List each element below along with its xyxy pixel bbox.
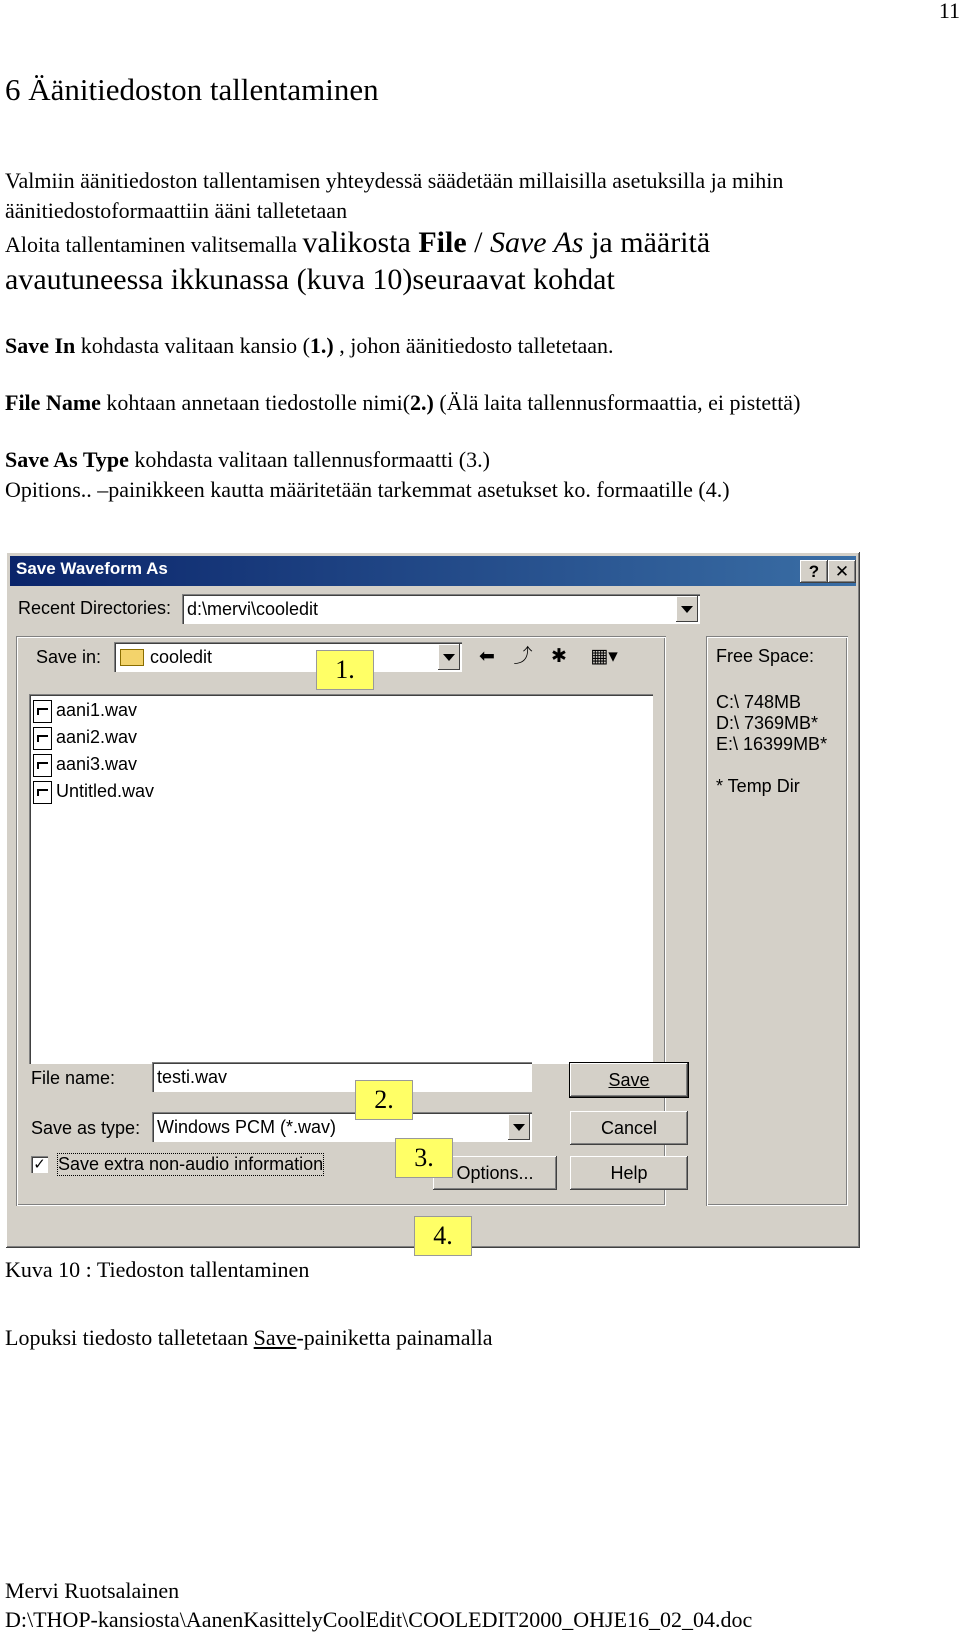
callout-3: 3. (395, 1138, 453, 1178)
page-number: 11 (938, 0, 960, 23)
recent-directories-select[interactable] (182, 594, 700, 624)
save-as-type-label: Save as type: (31, 1118, 141, 1138)
intro-line-3: Aloita tallentaminen valitsemalla valikosta File / Save As ja määritä (5, 226, 711, 259)
temp-dir-note: * Temp Dir (716, 776, 800, 796)
recent-directories-label: Recent Directories: (18, 598, 172, 618)
save-in-select[interactable] (114, 642, 462, 672)
save-in-label: Save in: (36, 647, 102, 667)
drive-c: C:\ 748MB (716, 692, 802, 712)
callout-4: 4. (414, 1216, 472, 1256)
file-list[interactable]: aani1.wav aani2.wav aani3.wav Untitled.wav (29, 694, 653, 1064)
item-file-name: File Name kohtaan annetaan tiedostolle nimi(2.) (Älä laita tallennusformaattia, ei pistettä) (5, 390, 801, 415)
figure-caption: Kuva 10 : Tiedoston tallentaminen (5, 1257, 310, 1282)
save-button[interactable]: Save (570, 1063, 688, 1097)
wave-file-icon (33, 727, 52, 750)
chevron-down-icon[interactable] (676, 596, 698, 622)
item-options: Opitions.. –painikkeen kautta määritetään tarkemmat asetukset ko. formaatille (4.) (5, 477, 730, 502)
footer-author: Mervi Ruotsalainen (5, 1578, 180, 1603)
wave-file-icon (33, 700, 52, 723)
extra-info-label[interactable]: Save extra non-audio information (58, 1154, 324, 1174)
options-button[interactable]: Options... (433, 1156, 557, 1190)
help-button[interactable]: Help (570, 1156, 688, 1190)
view-menu-icon[interactable]: ▦▾ (590, 646, 618, 667)
item-save-as-type: Save As Type kohdasta valitaan tallennusformaatti (3.) (5, 447, 490, 472)
wave-file-icon (33, 781, 52, 804)
chevron-down-icon[interactable] (438, 644, 460, 670)
intro-line-1: Valmiin äänitiedoston tallentamisen yhteydessä säädetään millaisilla asetuksilla ja mihin (5, 168, 784, 193)
item-save-in: Save In kohdasta valitaan kansio (1.) , johon äänitiedosto talletetaan. (5, 333, 614, 358)
close-title-button[interactable]: ✕ (828, 560, 856, 583)
callout-1: 1. (316, 650, 374, 690)
recent-directories-value: d:\mervi\cooledit (187, 599, 319, 619)
drive-e: E:\ 16399MB* (716, 734, 828, 754)
file-name-label: File name: (31, 1068, 116, 1088)
wave-file-icon (33, 754, 52, 777)
chevron-down-icon[interactable] (508, 1114, 530, 1140)
callout-2: 2. (355, 1080, 413, 1120)
back-icon[interactable]: ⬅ (479, 646, 495, 667)
section-heading: 6 Äänitiedoston tallentaminen (5, 72, 379, 107)
footer-path: D:\THOP-kansiosta\AanenKasittelyCoolEdit\COOLEDIT2000_OHJE16_02_04.doc (5, 1607, 753, 1632)
file-name-input[interactable] (152, 1062, 532, 1092)
cancel-button[interactable]: Cancel (570, 1111, 688, 1145)
help-title-button[interactable]: ? (800, 560, 828, 583)
intro-line-4: avautuneessa ikkunassa (kuva 10)seuraavat kohdat (5, 263, 615, 296)
new-folder-icon[interactable]: ✱ (551, 646, 567, 667)
extra-info-checkbox[interactable]: ✓ (31, 1156, 48, 1173)
free-space-title: Free Space: (716, 646, 815, 666)
save-as-type-value: Windows PCM (*.wav) (157, 1117, 337, 1137)
dialog-title: Save Waveform As (16, 559, 168, 578)
save-as-type-select[interactable] (152, 1112, 532, 1142)
closing-line: Lopuksi tiedosto talletetaan Save-painiketta painamalla (5, 1325, 493, 1350)
dialog-titlebar (10, 556, 856, 586)
folder-icon (120, 649, 144, 666)
up-folder-icon[interactable]: ⤴ (513, 646, 533, 667)
drive-d: D:\ 7369MB* (716, 713, 819, 733)
file-name-value: testi.wav (157, 1067, 228, 1087)
intro-line-2: äänitiedostoformaattiin ääni talletetaan (5, 198, 348, 223)
save-in-value: cooledit (150, 647, 213, 667)
